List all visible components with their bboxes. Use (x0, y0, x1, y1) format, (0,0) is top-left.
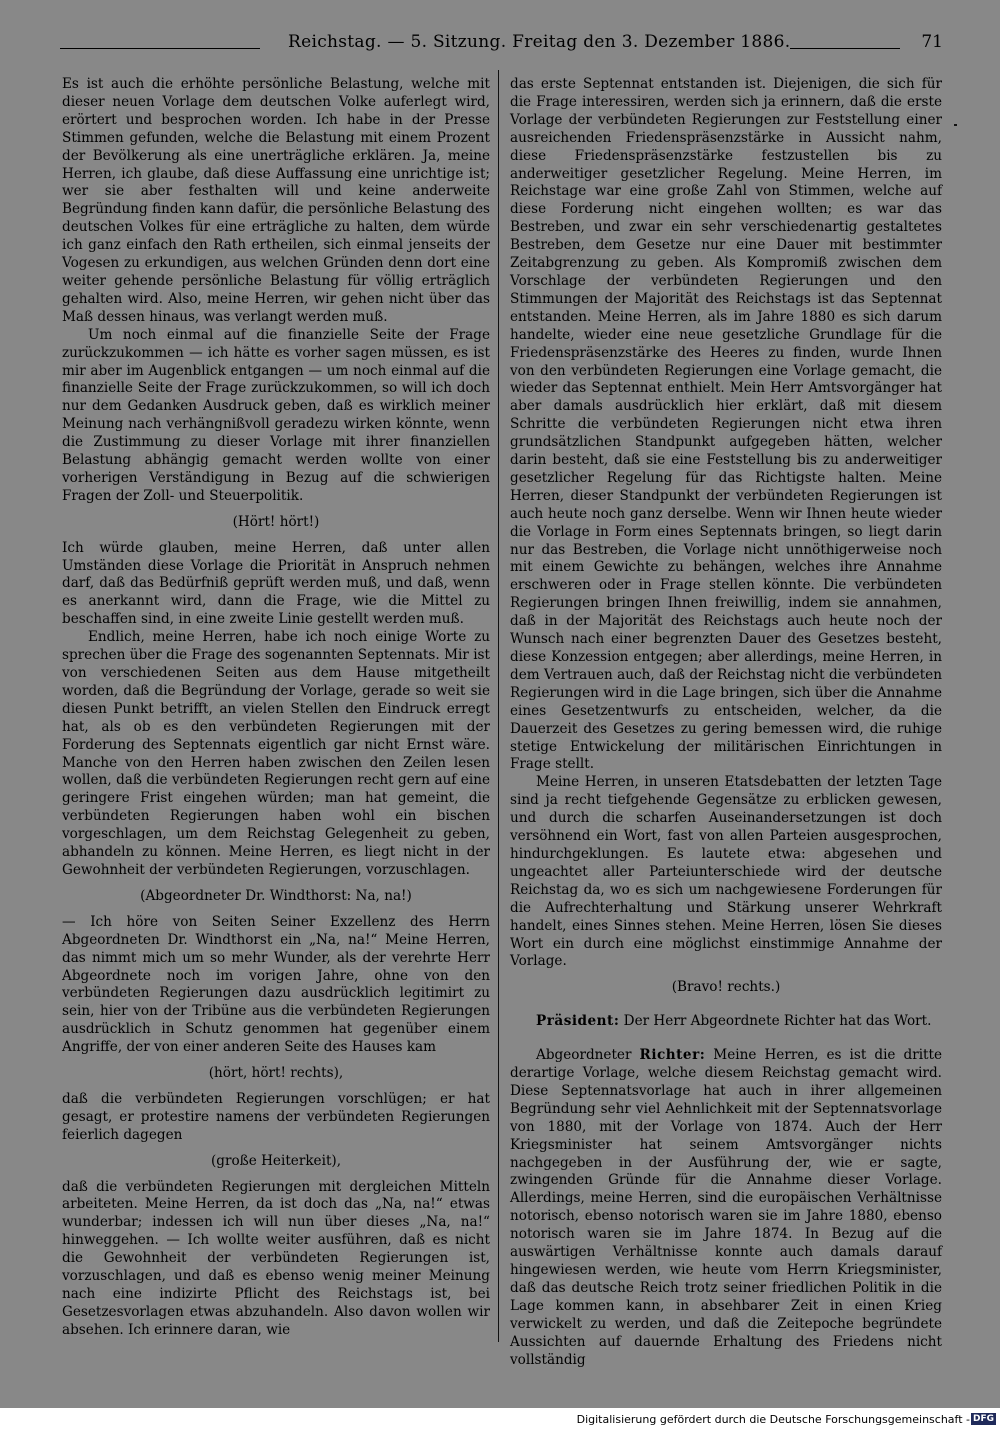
paragraph-text: Der Herr Abgeordnete Richter hat das Wort. (623, 1013, 932, 1030)
paragraph-text: (große Heiterkeit), (210, 1152, 342, 1169)
dfg-logo: DFG (972, 1414, 994, 1424)
paragraph (510, 76, 942, 774)
paragraph (62, 76, 490, 327)
paragraph-text: Es ist auch die erhöhte persönliche Belastung, welche mit dieser neuen Vorlage dem deutschen Volke auferlegt wird, erörtert und besprochen worden. Ich habe in der Presse Stimmen gefunden, welche die Belastung mit einem Prozent der Bevölkerung als eine unerträgliche erklären. Ja, meine Herren, ich glaube, daß diese Auffassung eine unrichtige ist; wer sie aber festhalten will und keine anderweite Begründung finden kann dafür, die persönliche Belastung des deutschen Volkes für eine erträgliche zu halten, dem würde ich ganz einfach den Rath ertheilen, sich einmal jenseits der Vogesen zu erkundigen, aus welchen Gründen denn dort eine weiter gehende persönliche Belastung für völlig erträglich gehalten wird. Also, meine Herren, wir gehen nicht über das Maß dessen hinaus, was verlangt werden muß. (62, 76, 490, 325)
speaker-name: Richter: (639, 1047, 706, 1064)
paragraph-text: (Bravo! rechts.) (671, 979, 781, 996)
running-title: Reichstag. — 5. Sitzung. Freitag den 3. Dezember 1886. (288, 32, 791, 52)
column-divider (498, 70, 499, 1342)
paragraph (510, 1013, 942, 1031)
left-column (62, 76, 490, 1340)
page-number: 71 (921, 32, 943, 52)
paragraph-text: Um noch einmal auf die finanzielle Seite der Frage zurückzukommen — ich hätte es vorher sagen müssen, es ist mir aber im Augenblick entgangen — um noch einmal auf die finanzielle Seite der Frage zurückzukommen, so will ich doch nur dem Gedanken Ausdruck geben, daß es wirklich meiner Meinung nach verhängnißvoll geradezu wirken könnte, wenn die Zustimmung zu dieser Vorlage mit ihrer finanziellen Belastung abhängig gemacht werden wollte von einer vorherigen Verständigung in Bezug auf die schwierigen Fragen der Zoll- und Steuerpolitik. (62, 326, 490, 504)
interjection (62, 514, 490, 532)
paragraph (62, 327, 490, 506)
scan-speck (954, 124, 957, 126)
paragraph-text: (Hört! hört!) (232, 513, 320, 530)
paragraph-text: daß die verbündeten Regierungen vorschlügen; er hat gesagt, er protestire namens der verbündeten Regierungen feierlich dagegen (62, 1090, 490, 1143)
paragraph-text: Ich würde glauben, meine Herren, daß unter allen Umständen diese Vorlage die Priorität in Anspruch nehmen darf, daß das Bedürfniß geprüft werden muß, und daß, wenn es anerkannt wird, dann die Frage, wie die Mittel zu beschaffen sind, in eine zweite Linie gestellt werden muß. (62, 539, 490, 628)
paragraph-text: Meine Herren, es ist die dritte derartige Vorlage, welche diesem Reichstag gemacht wird. Diese Septennatsvorlage hat auch in ihrer allgemeinen Begründung sehr viel Aehnlichkeit mit der Septennatsvorlage von 1880, mit der Vorlage von 1874. Auch der Herr Kriegsminister hat seinem Amtsvorgänger nichts nachgegeben in der Ausführung der, wie er sagte, zwingenden Gründe für die Annahme dieser Vorlage. Allerdings, meine Herren, sind die europäischen Verhältnisse notorisch, ebenso notorisch waren sie im Jahre 1880, ebenso notorisch waren sie im Jahre 1874. In Bezug auf die auswärtigen Verhältnisse konnte auch damals darauf hingewiesen werden, wie heute vom Herrn Kriegsminister, daß das deutsche Reich trotz seiner friedlichen Politik in die Lage kommen kann, in absehbarer Zeit in einen Krieg verwickelt zu werden, und daß die Zeitepoche begründete Aussichten auf dauernde Erhaltung des Friedens nicht vollständig (510, 1047, 943, 1368)
paragraph (510, 774, 942, 971)
paragraph-text: Endlich, meine Herren, habe ich noch einige Worte zu sprechen über die Frage des sogenannten Septennats. Mir ist von verschiedenen Seiten aus dem Hause mitgetheilt worden, daß die Begründung der Vorlage, gerade so weit sie diesen Punkt betrifft, an vielen Stellen den Eindruck erregt hat, als ob es den verbündeten Regierungen mit der Forderung des Septennats eigentlich gar nicht Ernst wäre. Manche von den Herren haben zwischen den Zeilen lesen wollen, daß die verbündeten Regierungen recht gern auf eine geringere Frist eingehen würden; man hat gemeint, die verbündeten Regierungen haben wohl ein bischen vorgeschlagen, um dem Reichstag Gelegenheit zu geben, abhandeln zu können. Meine Herren, es liegt nicht in der Gewohnheit der verbündeten Regierungen, vorzuschlagen. (62, 629, 490, 878)
footer-bar (0, 1408, 1000, 1432)
paragraph (62, 1091, 490, 1145)
paragraph-text: daß die verbündeten Regierungen mit dergleichen Mitteln arbeiteten. Meine Herren, da ist doch das „Na, na!“ etwas wunderbar; indessen ich will nun über dieses „Na, na!“ hinweggehen. — Ich wollte weiter ausführen, daß es nicht die Gewohnheit der verbündeten Regierungen ist, vorzuschlagen, und daß es ebenso wenig meiner Meinung nach eine indizirte Pflicht des Reichstags ist, bei Gesetzesvorlagen etwas abzuhandeln. Also davon wollen wir absehen. Ich erinnere daran, wie (62, 1178, 490, 1338)
page-header (60, 28, 945, 58)
paragraph (62, 629, 490, 880)
interjection (62, 888, 490, 906)
paragraph-text: (hört, hört! rechts), (208, 1065, 344, 1082)
right-column (510, 76, 942, 1369)
speaker-name: Präsident: (536, 1013, 620, 1030)
header-rule-left (60, 48, 260, 49)
speaker-prefix: Abgeordneter (536, 1047, 632, 1064)
paragraph-text: — Ich höre von Seiten Seiner Exzellenz des Herrn Abgeordneten Dr. Windthorst ein „Na, na!“ Meine Herren, das nimmt mich um so mehr Wunder, als der verehrte Herr Abgeordnete noch im vorigen Jahre, ohne von den verbündeten Regierungen dazu ausdrücklich legitimirt zu sein, hier von der Tribüne aus die verbündeten Regierungen ausdrücklich in Schutz genommen hat gegenüber einem Angriffe, der von einer anderen Seite des Hauses kam (62, 913, 490, 1056)
interjection (62, 1065, 490, 1083)
paragraph (510, 1047, 942, 1369)
paragraph (62, 1179, 490, 1340)
header-rule-right (790, 48, 900, 49)
interjection (510, 979, 942, 997)
interjection (62, 1153, 490, 1171)
paragraph (62, 540, 490, 630)
paragraph-text: (Abgeordneter Dr. Windthorst: Na, na!) (140, 887, 412, 904)
paragraph-text: das erste Septennat entstanden ist. Diejenigen, die sich für die Frage interessiren, werden sich ja erinnern, daß die erste Vorlage der verbündeten Regierungen zur Feststellung einer ausreichenden Friedenspräsenzstärke in Aussicht nahm, diese Friedenspräsenzstärke festzustellen bis zu anderweitiger gesetzlicher Regelung. Meine Herren, im Reichstage war eine große Zahl von Stimmen, welche auf diese Forderung nicht eingehen wollten; es war das Bestreben, und zwar ein sehr verschiedenartig gestaltetes Bestreben, dem Gesetze nur eine Dauer mit bestimmter Zeitabgrenzung zu geben. Als Kompromiß zwischen dem Vorschlage der verbündeten Regierungen und den Stimmungen der Majorität des Reichstags ist das Septennat entstanden. Meine Herren, als im Jahre 1880 es sich darum handelte, wieder eine neue gesetzliche Grundlage für die Friedenspräsenzstärke des Heeres zu finden, wurde Ihnen von den verbündeten Regierungen eine Vorlage gemacht, die wieder das Septennat enthielt. Mein Herr Amtsvorgänger hat aber damals ausdrücklich hier erklärt, daß mit diesem Schritte die verbündeten Regierungen nicht etwa ihren grundsätzlichen Standpunkt aufgegeben hätten, welcher darin besteht, daß sie eine Feststellung bis zu anderweitiger gesetzlicher Regelung für das Richtigste halten. Meine Herren, dieser Standpunkt der verbündeten Regierungen ist auch heute noch ganz derselbe. Wenn wir Ihnen heute wieder die Vorlage in Form eines Septennats bringen, so liegt darin nur das Bestreben, die Vorlage nicht unnöthigerweise noch mit einem Gewichte zu behängen, welches ihre Annahme erschweren oder in Frage stellen könnte. Die verbündeten Regierungen bringen Ihnen freiwillig, indem sie annahmen, daß in der Majorität des Reichstags auch heute noch der Wunsch nach einer begrenzten Dauer des Gesetzes besteht, diese Konzession entgegen; aber allerdings, meine Herren, in dem Vertrauen auch, daß der Reichstag nicht die verbündeten Regierungen wird in die Lage bringen, sich über die Annahme eines Gesetzentwurfs zu entscheiden, welcher, da die Dauerzeit des Gesetzes zu gering bemessen wird, die ruhige stetige Entwickelung der militärischen Einrichtungen in Frage stellt. (510, 76, 942, 773)
funding-credit: Digitalisierung gefördert durch die Deutsche Forschungsgemeinschaft - (576, 1413, 970, 1426)
paragraph (62, 914, 490, 1057)
paragraph-text: Meine Herren, in unseren Etatsdebatten der letzten Tage sind ja recht tiefgehende Gegensätze zu erblicken gewesen, und durch die scharfen Auseinandersetzungen ist doch versöhnend ein Wort, fast von allen Parteien ausgesprochen, hindurchgeklungen. Es lautete etwa: abgesehen und ungeachtet aller Parteiunterschiede wird der deutsche Reichstag da, wo es sich um nachgewiesene Forderungen für die Aufrechterhaltung und Stärkung unserer Wehrkraft handelt, eines Sinnes stehen. Meine Herren, lösen Sie dieses Wort ein durch eine möglichst einstimmige Annahme der Vorlage. (510, 774, 942, 970)
